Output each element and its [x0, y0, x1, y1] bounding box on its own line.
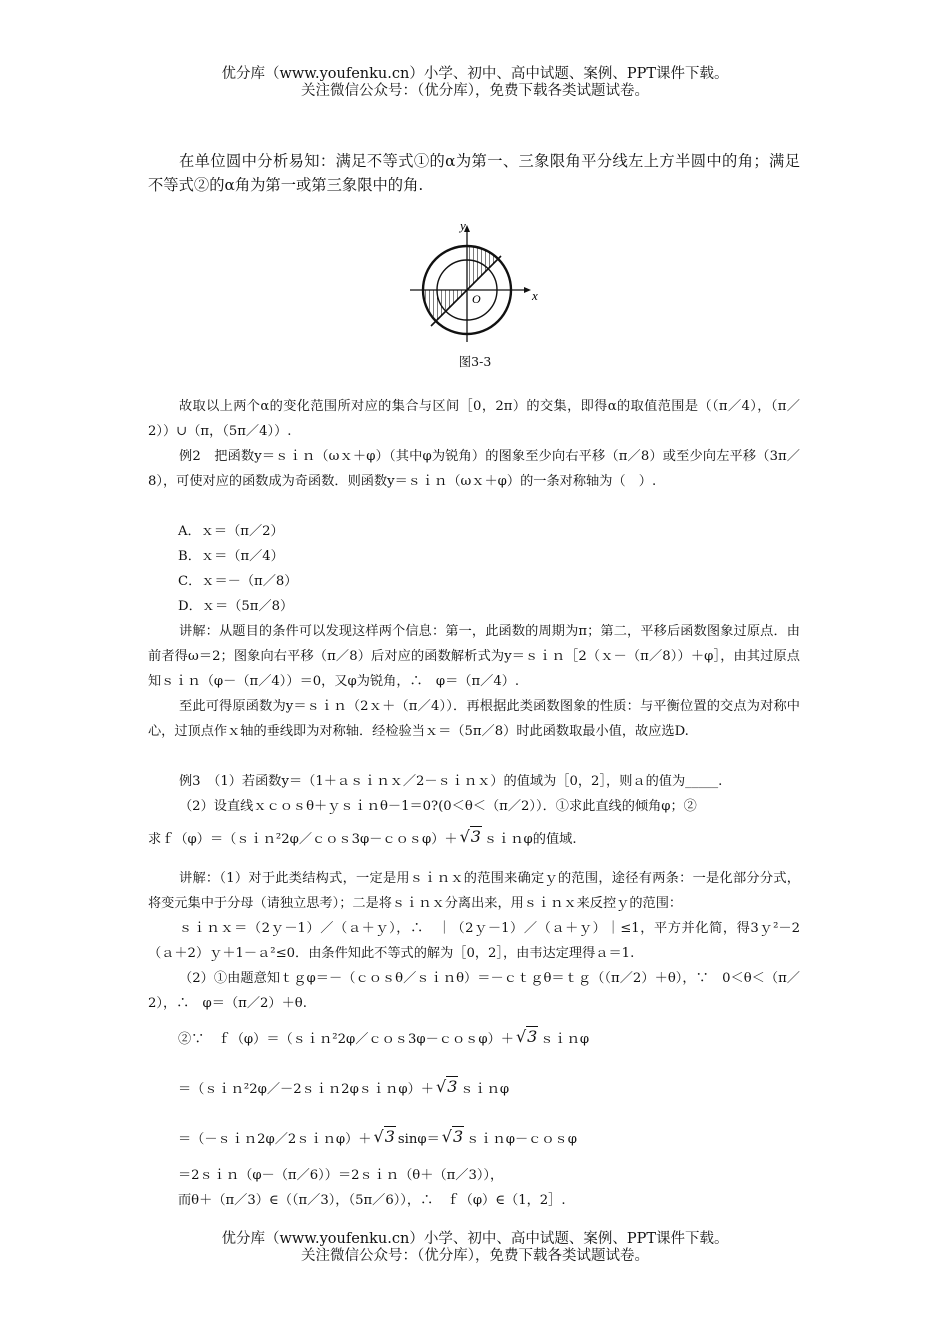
solution-2b: 至此可得原函数为y＝ｓｉｎ（2ｘ＋（π／4））．再根据此类函数图象的性质：与平衡位置的交点为对称中心，过顶点作ｘ轴的垂线即为对称轴．经检验当ｘ＝（5π／8）时此函数取最小值，故应选D.	[148, 699, 800, 739]
intro-paragraph: 在单位圆中分析易知：满足不等式①的α为第一、三象限角平分线左上方半圆中的角；满足不等式②的α角为第一或第三象限中的角.	[148, 152, 800, 194]
math-line-1: ②∵ ｆ（φ）＝（ｓｉｎ²2φ／ｃｏｓ3φ－ｃｏｓφ）＋ √3 ｓｉｎφ	[178, 1024, 589, 1052]
ex3c-post: ｓｉｎφ的值域.	[483, 832, 577, 847]
figure-caption: 图3-3	[458, 354, 492, 369]
shaded-region-q1	[467, 246, 498, 290]
y-axis-label: y	[460, 218, 466, 233]
sqrt-3: √3	[515, 1027, 538, 1046]
origin-label: O	[472, 292, 481, 306]
x-axis-label: x	[532, 288, 538, 303]
page-header	[0, 66, 950, 100]
page-footer	[0, 1231, 950, 1265]
unit-circle-figure	[405, 218, 545, 348]
example-3-part1: 例3 （1）若函数y＝（1＋ａｓｉｎｘ／2－ｓｉｎｘ）的值域为［0，2］，则ａ的值为_____.	[179, 774, 723, 789]
sqrt-3: √3	[459, 827, 481, 846]
x-arrow-icon	[524, 287, 531, 293]
header-line-1: 优分库（www.youfenku.cn）小学、初中、高中试题、案例、PPT课件下载。	[221, 66, 729, 82]
solution-3a: 讲解：（1）对于此类结构式，一定是用ｓｉｎｘ的范围来确定ｙ的范围，途径有两条：一是化部分分式，将变元集中于分母（请独立思考）；二是将ｓｉｎｘ分离出来，用ｓｉｎｘ来反控ｙ的范围：	[148, 871, 800, 911]
ex3c-pre: 求ｆ（φ）＝（ｓｉｎ²2φ／ｃｏｓ3φ－ｃｏｓφ）＋	[148, 832, 458, 847]
footer-line-2: 关注微信公众号：（优分库），免费下载各类试题试卷。	[301, 1248, 649, 1264]
solution-3b: ｓｉｎｘ＝（2ｙ－1）／（ａ＋ｙ），∴ ｜（2ｙ－1）／（ａ＋ｙ）｜≤1，平方并化简，得3ｙ²－2（ａ＋2）ｙ＋1－ａ²≤0．由条件知此不等式的解为［0，2］，由韦达定理得ａ＝1.	[148, 921, 800, 961]
option-a: A．ｘ＝（π／2）	[178, 524, 284, 539]
sqrt-3: √3	[441, 1127, 464, 1146]
math-line-5: 而θ＋（π／3）∈（（π／3），（5π／6）），∴ ｆ（φ）∈（1，2］.	[178, 1193, 566, 1208]
solution-2a: 讲解：从题目的条件可以发现这样两个信息：第一，此函数的周期为π；第二，平移后函数图象过原点．由前者得ω＝2；图象向右平移（π／8）后对应的函数解析式为y＝ｓｉｎ［2（ｘ－（π／8））＋φ］，由其过原点知ｓｉｎ（φ－（π／4））＝0，又φ为锐角，∴ φ＝（π／4）.	[148, 624, 800, 689]
option-c: C．ｘ＝－（π／8）	[178, 574, 298, 589]
math-line-3: ＝（－ｓｉｎ2φ／2ｓｉｎφ）＋ √3 sinφ＝ √3 ｓｉｎφ－ｃｏｓφ	[178, 1124, 577, 1152]
example-2: 例2 把函数y＝ｓｉｎ（ωｘ＋φ）（其中φ为锐角）的图象至少向右平移（π／8）或至少向左平移（3π／8），可使对应的函数成为奇函数．则函数y＝ｓｉｎ（ωｘ＋φ）的一条对称轴为（ ）.	[148, 449, 800, 489]
header-line-2: 关注微信公众号：（优分库），免费下载各类试题试卷。	[301, 83, 649, 99]
solution-3c: （2）①由题意知ｔｇφ＝－（ｃｏｓθ／ｓｉｎθ）＝－ｃｔｇθ＝ｔｇ（（π／2）＋θ），∵ 0＜θ＜（π／2），∴ φ＝（π／2）＋θ.	[148, 971, 800, 1011]
example-3-part2-cont	[148, 824, 800, 852]
sqrt-3: √3	[373, 1127, 395, 1146]
math-line-4: ＝2ｓｉｎ（φ－（π／6））＝2ｓｉｎ（θ＋（π／3）），	[178, 1168, 504, 1183]
sqrt-3: √3	[435, 1077, 458, 1096]
paragraph-intersection: 故取以上两个α的变化范围所对应的集合与区间［0，2π）的交集，即得α的取值范围是（（π／4），（π／2））∪（π，（5π／4））.	[148, 399, 800, 439]
footer-line-1: 优分库（www.youfenku.cn）小学、初中、高中试题、案例、PPT课件下载。	[221, 1231, 729, 1247]
option-d: D．ｘ＝（5π／8）	[178, 599, 294, 614]
option-b: B．ｘ＝（π／4）	[178, 549, 284, 564]
shaded-region-q3	[423, 290, 467, 321]
example-3-part2: （2）设直线ｘｃｏｓθ＋ｙｓｉｎθ－1＝0?(0＜θ＜（π／2））．①求此直线的倾角φ；②	[179, 799, 697, 814]
math-line-2: ＝（ｓｉｎ²2φ／－2ｓｉｎ2φｓｉｎφ）＋ √3 ｓｉｎφ	[178, 1074, 509, 1102]
